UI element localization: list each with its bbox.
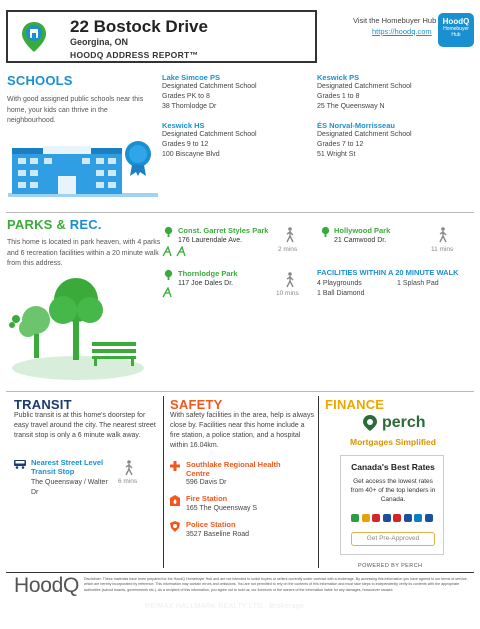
divider-schools	[6, 212, 474, 213]
park-walk-time: 2 mins	[278, 246, 298, 253]
park-address: 176 Laurendale Ave.	[178, 237, 243, 244]
walking-icon	[285, 272, 295, 288]
parks-description: This home is located in park heaven, with 4 parks and 6 recreation facilities within a 20 minute walk from this address.	[7, 239, 161, 267]
transit-title: TRANSIT	[14, 397, 72, 412]
safety-address: 165 The Queensway S	[186, 505, 258, 512]
playground-icon	[162, 287, 176, 298]
facility-item: 1 Splash Pad	[397, 280, 439, 287]
badge-line1: HoodQ	[442, 17, 470, 26]
school-type: Designated Catchment School	[162, 131, 257, 138]
divider-transit-safety	[163, 396, 164, 568]
bus-icon	[14, 460, 26, 469]
school-name: Keswick HS	[162, 121, 205, 130]
school-address: 38 Thornlodge Dr	[162, 103, 217, 110]
park-walk-time: 10 mins	[276, 290, 299, 297]
school-grades: Grades 1 to 8	[317, 93, 360, 100]
badge-line2: Homebuyer	[443, 26, 469, 32]
divider-safety-finance	[318, 396, 319, 568]
playground-icon	[162, 246, 192, 257]
school-address: 100 Biscayne Blvd	[162, 151, 220, 158]
card-text: Get access the lowest rates from 40+ of the top lenders in Canada.	[350, 478, 436, 503]
school-item[interactable]	[317, 121, 457, 160]
bank-logo-icon	[425, 514, 433, 522]
park-address: 21 Camwood Dr.	[334, 237, 387, 244]
walking-icon	[124, 460, 134, 476]
address-title: 22 Bostock Drive	[70, 17, 208, 36]
park-address: 117 Joe Dales Dr.	[178, 280, 234, 287]
footer-logo: HoodQ	[14, 574, 80, 597]
perch-card	[340, 455, 444, 555]
school-grades: Grades PK to 8	[162, 93, 210, 100]
school-name: Lake Simcoe PS	[162, 73, 220, 82]
schools-description: With good assigned public schools near this home, your kids can thrive in the neighbourhood.	[7, 96, 144, 124]
transit-walk-time: 6 mins	[118, 478, 138, 485]
parks-title-amp: &	[52, 217, 70, 232]
school-type: Designated Catchment School	[317, 83, 412, 90]
card-title: Canada's Best Rates	[351, 462, 435, 472]
bank-logo-icon	[393, 514, 401, 522]
transit-stop-label-1: Nearest Street Level	[31, 458, 104, 467]
transit-stop-label-2: Transit Stop	[31, 467, 75, 476]
school-address: 51 Wright St	[317, 151, 356, 158]
tree-icon	[320, 226, 331, 237]
bank-logo-icon	[383, 514, 391, 522]
park-name[interactable]: Thornlodge Park	[178, 269, 238, 278]
safety-address: 3527 Baseline Road	[186, 531, 250, 538]
safety-title: SAFETY	[170, 397, 223, 412]
bank-logo-icon	[362, 514, 370, 522]
school-name: Keswick PS	[317, 73, 360, 82]
bank-logo-icon	[351, 514, 359, 522]
safety-name[interactable]: Fire Station	[186, 494, 228, 503]
hospital-icon	[170, 461, 180, 471]
divider-parks	[6, 391, 474, 392]
park-name[interactable]: Const. Garret Styles Park	[178, 226, 269, 235]
transit-description: Public transit is at this home's doorstep for easy travel around the city. The nearest street transit stop is only a 6 minute walk away.	[14, 412, 156, 439]
bank-logo-icon	[404, 514, 412, 522]
parks-title-b: REC.	[69, 217, 102, 232]
park-illustration	[8, 270, 158, 385]
get-pre-approved-button[interactable]: Get Pre-Approved	[351, 532, 435, 546]
hub-link[interactable]: https://hoodq.com	[372, 27, 432, 36]
safety-name[interactable]: Police Station	[186, 520, 236, 529]
safety-name[interactable]: Southlake Regional Health Centre	[186, 460, 281, 478]
parks-title-a: PARKS	[7, 217, 53, 232]
park-name[interactable]: Hollywood Park	[334, 226, 391, 235]
parks-title	[7, 217, 102, 232]
walking-icon	[285, 227, 295, 243]
school-address: 25 The Queensway N	[317, 103, 385, 110]
address-city: Georgina, ON	[70, 37, 129, 47]
park-walk-time: 11 mins	[431, 246, 454, 253]
school-item[interactable]	[162, 73, 302, 112]
police-icon	[170, 521, 180, 532]
school-item[interactable]	[162, 121, 302, 160]
badge-line3: Hub	[451, 32, 461, 38]
perch-pin-icon	[362, 414, 378, 432]
safety-description: With safety facilities in the area, help is always close by. Facilities near this home include a fire station, a police station, and a hospital within 16.04km.	[170, 412, 314, 449]
footer-disclaimer: Disclaimer: These materials have been prepared for the HoodQ Homebuyer Hub and are not intended to solicit buyers or sellers currently under contract with a brokerage. By accessing this information you have agreed to our terms of service, which are hereby incorporated by reference. This information may contain errors and omissions. You are not permitted to rely on the contents of this information and must take steps to independently verify its contents with the appropriate authorities (school boards, governments etc.). As a recipient of this information, you agree not to hold us, our licensors or the owners of the information liable for any damages, howsoever caused.	[84, 577, 468, 592]
school-grades: Grades 9 to 12	[162, 141, 209, 148]
school-type: Designated Catchment School	[162, 83, 257, 90]
school-item[interactable]	[317, 73, 457, 112]
perch-brand: perch	[382, 414, 426, 431]
fire-station-icon	[170, 495, 180, 506]
finance-title: FINANCE	[325, 397, 385, 412]
bank-logos	[351, 509, 437, 527]
bank-logo-icon	[414, 514, 422, 522]
tree-icon	[163, 226, 174, 237]
report-label: HOODQ ADDRESS REPORT™	[70, 50, 199, 60]
facilities-title: FACILITIES WITHIN A 20 MINUTE WALK	[317, 268, 459, 277]
header-box	[6, 10, 317, 63]
school-type: Designated Catchment School	[317, 131, 412, 138]
hoodq-pin-icon	[20, 20, 48, 54]
hub-badge[interactable]	[438, 13, 474, 47]
perch-tagline: Mortgages Simplified	[350, 437, 436, 447]
walking-icon	[438, 227, 448, 243]
footer-divider	[6, 572, 474, 573]
schools-title: SCHOOLS	[7, 73, 73, 88]
facility-item: 4 Playgrounds	[317, 280, 362, 287]
powered-by-perch: POWERED BY PERCH	[358, 563, 423, 569]
school-grades: Grades 7 to 12	[317, 141, 364, 148]
safety-address: 596 Davis Dr	[186, 479, 227, 486]
school-building-illustration	[8, 138, 158, 208]
footer-brokerage: RE/MAX HALLMARK REALTY LTD., Brokerage	[145, 603, 305, 610]
facility-item: 1 Ball Diamond	[317, 290, 365, 297]
hub-label: Visit the Homebuyer Hub	[353, 16, 437, 25]
tree-icon	[163, 269, 174, 280]
transit-stop-address: The Queensway / Walter Dr	[31, 479, 108, 496]
bank-logo-icon	[372, 514, 380, 522]
school-name: ÉS Norval-Morrisseau	[317, 121, 395, 130]
